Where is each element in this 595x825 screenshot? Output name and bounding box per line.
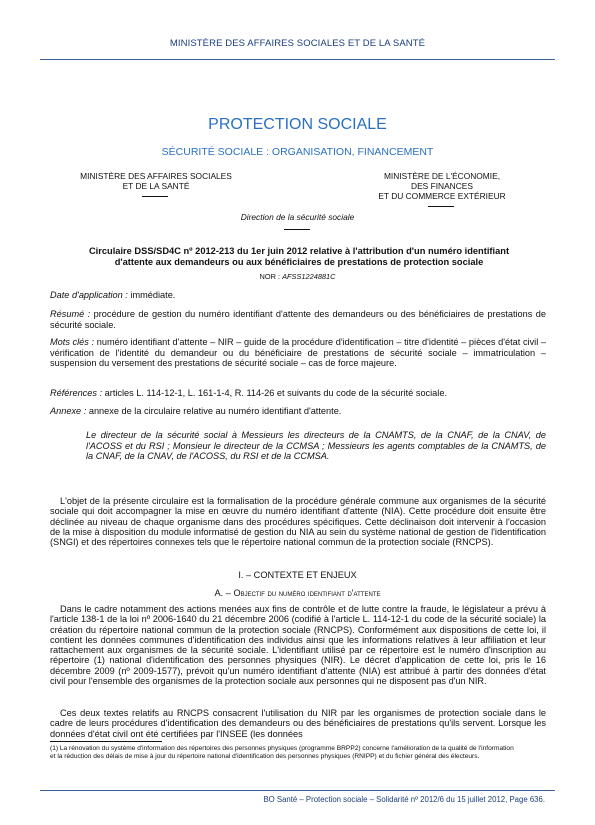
nor-reference: [0, 272, 595, 281]
field-label: Date d'application :: [50, 290, 128, 300]
footnote-rule: [50, 741, 162, 742]
separator-dash: [284, 229, 310, 230]
footnotes: [50, 745, 546, 761]
header-rule: [40, 59, 555, 60]
page-footer: BO Santé – Protection sociale – Solidarité nº 2012/6 du 15 juillet 2012, Page 636.: [263, 795, 545, 804]
field-value: immédiate.: [130, 290, 176, 300]
ministry-left-line: ET DE LA SANTÉ: [122, 180, 190, 191]
addressees: Le directeur de la sécurité social à Messieurs les directeurs de la CNAMTS, de la CNAF, de la CNAV, de l'ACOSS et du RSI ; Monsieur le directeur de la CCMSA ; Messieurs les agents comptables de la CNAMTS, de la CNAF, de la CNAV, de l'ACOSS, du RSI et de la CCMSA.: [86, 430, 546, 462]
ministry-right-line: ET DU COMMERCE EXTÉRIEUR: [378, 190, 506, 201]
page-subtitle: SÉCURITÉ SOCIALE : ORGANISATION, FINANCEMENT: [161, 146, 434, 158]
circular-title-line: d'attente aux demandeurs ou aux bénéficiaires de prestations de protection sociale: [114, 256, 484, 267]
field-value: procédure de gestion du numéro identifiant d'attente des demandeurs ou des bénéficiaires de prestations de sécurité sociale.: [50, 309, 546, 330]
field-label: Mots clés :: [50, 337, 95, 347]
subsection-title: A. – Objectif du numéro identifiant d'attente: [214, 588, 381, 598]
ministry-left-line: MINISTÈRE DES AFFAIRES SOCIALES: [80, 171, 232, 181]
separator-dash: [428, 206, 454, 207]
field-resume: [50, 309, 546, 330]
circular-title-line: Circulaire DSS/SD4C nº 2012-213 du 1er juin 2012 relative à l'attribution d'un numéro identifiant: [88, 246, 510, 256]
ministry-right: [352, 172, 532, 201]
ministry-right-line: MINISTÈRE DE L'ÉCONOMIE,: [383, 171, 501, 181]
page-title: PROTECTION SOCIALE: [208, 116, 387, 133]
field-value: numéro identifiant d'attente – NIR – guide de la procédure d'identification – titre d'identité – pièces d'état civil – vérification de l'identité du demandeur ou du bénéficiaire de prestations de sécurité sociale – immatriculation – suspension du versement des prestations de sécurité sociale – cas de force majeure.: [50, 337, 546, 369]
field-label: Résumé :: [50, 309, 91, 319]
footnote: (1) La rénovation du système d'information des répertoires des personnes physiques (programme BRPP2) concerne l'amélioration de la qualité de l'information: [50, 745, 514, 752]
section-title: I. – CONTEXTE ET ENJEUX: [238, 570, 357, 580]
body-paragraph: Ces deux textes relatifs au RNCPS consacrent l'utilisation du NIR par les organismes de protection sociale dans le cadre de leurs procédures d'identification des demandeurs ou des bénéficiaires de prestations qu'ils servent. Lorsque les données d'état civil ont été certifiées par l'INSEE (les données: [50, 708, 546, 739]
body-paragraph: Dans le cadre notamment des actions menées aux fins de contrôle et de lutte contre la fraude, le législateur a prévu à l'article 138-1 de la loi nº 2006-1640 du 21 décembre 2006 (codifié à l'article L. 114-12-1 du code de la sécurité sociale) la création du répertoire national commun de la protection sociale (RNCPS). Conformément aux dispositions de cette loi, il contient les données communes d'identification des individus ainsi que les informations relatives à leur affiliation et leur rattachement aux organismes de la sécurité sociale. L'identifiant utilisé par ce répertoire est le numéro d'inscription au répertoire (1) national d'identification des personnes physiques (NIR). Le décret d'application de cette loi, pris le 16 décembre 2009 (nº 2009-1577), prévoit qu'un numéro identifiant d'attente (NIA) est attribué à partir des données d'état civil pour l'ensemble des organismes de la protection sociale aux personnes qui ne disposent pas d'un NIR.: [50, 604, 546, 687]
nor-label: NOR :: [259, 272, 283, 281]
field-label: Références :: [50, 388, 103, 398]
footer-rule: [40, 790, 555, 791]
footnote: et la réduction des délais de mise à jour du répertoire national d'identification des personnes physiques (RNIPP) et du fichier général des électeurs.: [50, 753, 480, 761]
field-label: Annexe :: [50, 406, 87, 416]
direction: Direction de la sécurité sociale: [240, 212, 355, 222]
ministry-header: MINISTÈRE DES AFFAIRES SOCIALES ET DE LA SANTÉ: [169, 38, 426, 49]
field-value: annexe de la circulaire relative au numéro identifiant d'attente.: [88, 406, 342, 416]
circular-title: [50, 246, 548, 267]
field-references: [50, 388, 546, 399]
nor-value: AFSS1224881C: [282, 272, 336, 281]
field-keywords: [50, 337, 546, 369]
ministry-left: [66, 172, 246, 192]
field-date: [50, 290, 546, 301]
ministry-right-line: DES FINANCES: [411, 180, 473, 191]
field-annexe: [50, 406, 546, 417]
separator-dash: [142, 196, 168, 197]
intro-paragraph: L'objet de la présente circulaire est la formalisation de la procédure générale commune aux organismes de la sécurité sociale qui doit accompagner la mise en œuvre du numéro identifiant d'attente (NIA). Cette procédure doit ensuite être déclinée au niveau de chaque organisme dans des procédures spécifiques. Cette déclinaison doit intervenir à l'occasion de la mise à disposition du module informatisé de gestion du NIA au sein du système national de gestion de l'identification (SNGI) et des répertoires connexes tels que le répertoire national commun de la protection sociale (RNCPS).: [50, 496, 546, 548]
field-value: articles L. 114-12-1, L. 161-1-4, R. 114-26 et suivants du code de la sécurité sociale.: [104, 388, 447, 398]
